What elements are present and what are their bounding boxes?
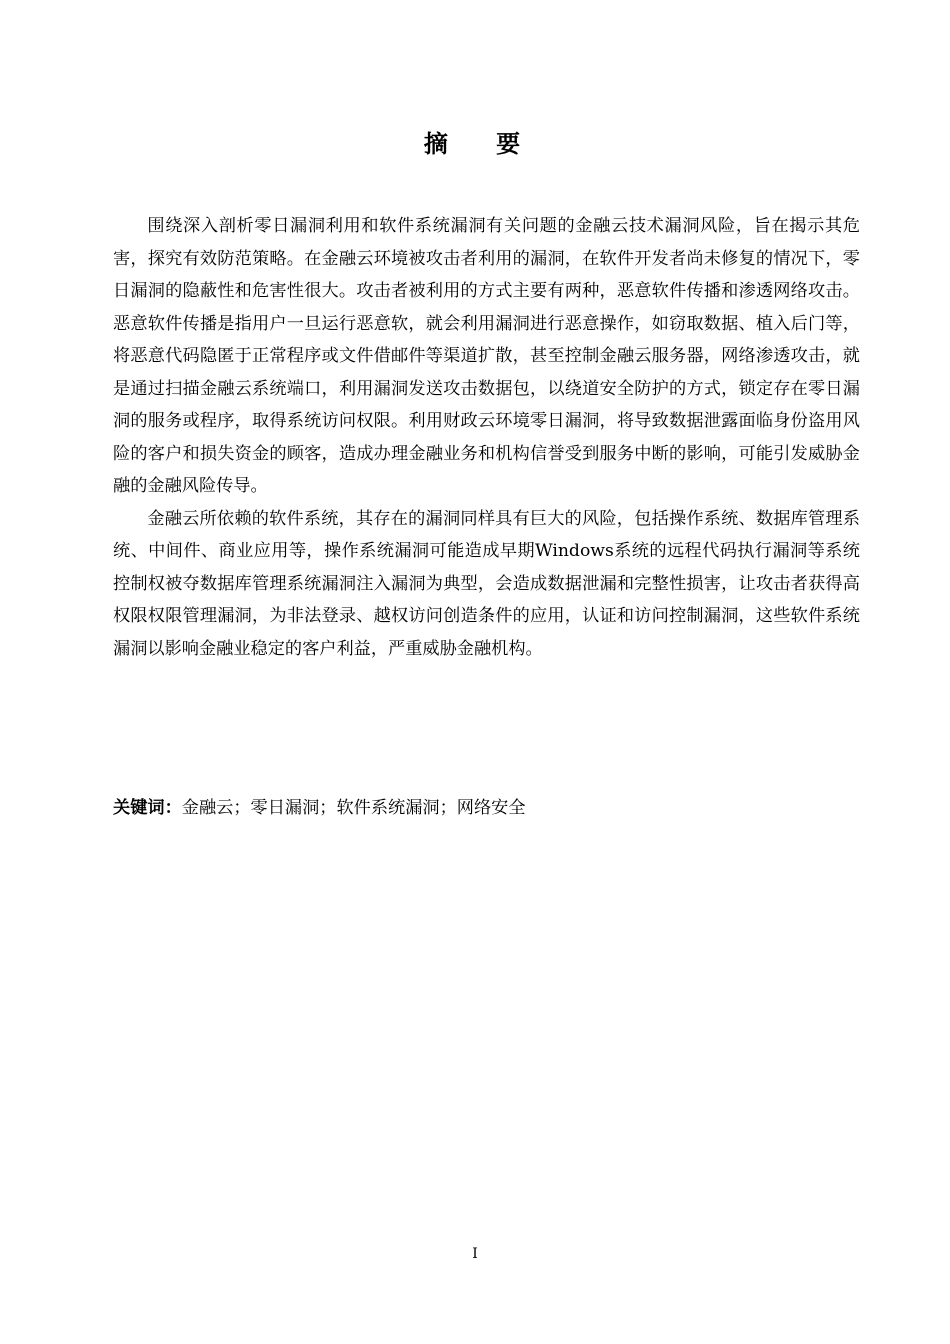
abstract-body [113,210,860,665]
keywords-label: 关键词： [113,798,182,818]
page-number: I [472,1246,478,1262]
abstract-paragraph-2: 金融云所依赖的软件系统，其存在的漏洞同样具有巨大的风险，包括操作系统、数据库管理系统、中间件、商业应用等，操作系统漏洞可能造成早期Windows系统的远程代码执行漏洞等系统控制权被夺数据库管理系统漏洞注入漏洞为典型，会造成数据泄漏和完整性损害，让攻击者获得高权限权限管理漏洞，为非法登录、越权访问创造条件的应用，认证和访问控制漏洞，这些软件系统漏洞以影响金融业稳定的客户利益，严重威胁金融机构。 [113,508,860,659]
keywords-list: 金融云；零日漏洞；软件系统漏洞；网络安全 [181,798,526,818]
keywords-line [113,794,860,822]
abstract-paragraph-1: 围绕深入剖析零日漏洞利用和软件系统漏洞有关问题的金融云技术漏洞风险，旨在揭示其危害，探究有效防范策略。在金融云环境被攻击者利用的漏洞，在软件开发者尚未修复的情况下，零日漏洞的隐蔽性和危害性很大。攻击者被利用的方式主要有两种，恶意软件传播和渗透网络攻击。恶意软件传播是指用户一旦运行恶意软，就会利用漏洞进行恶意操作，如窃取数据、植入后门等，将恶意代码隐匿于正常程序或文件借邮件等渠道扩散，甚至控制金融云服务器，网络渗透攻击，就是通过扫描金融云系统端口，利用漏洞发送攻击数据包，以绕道安全防护的方式，锁定存在零日漏洞的服务或程序，取得系统访问权限。利用财政云环境零日漏洞，将导致数据泄露面临身份盗用风险的客户和损失资金的顾客，造成办理金融业务和机构信誉受到服务中断的影响，可能引发威胁金融的金融风险传导。 [113,216,860,496]
abstract-title: 摘 要 [423,129,541,158]
